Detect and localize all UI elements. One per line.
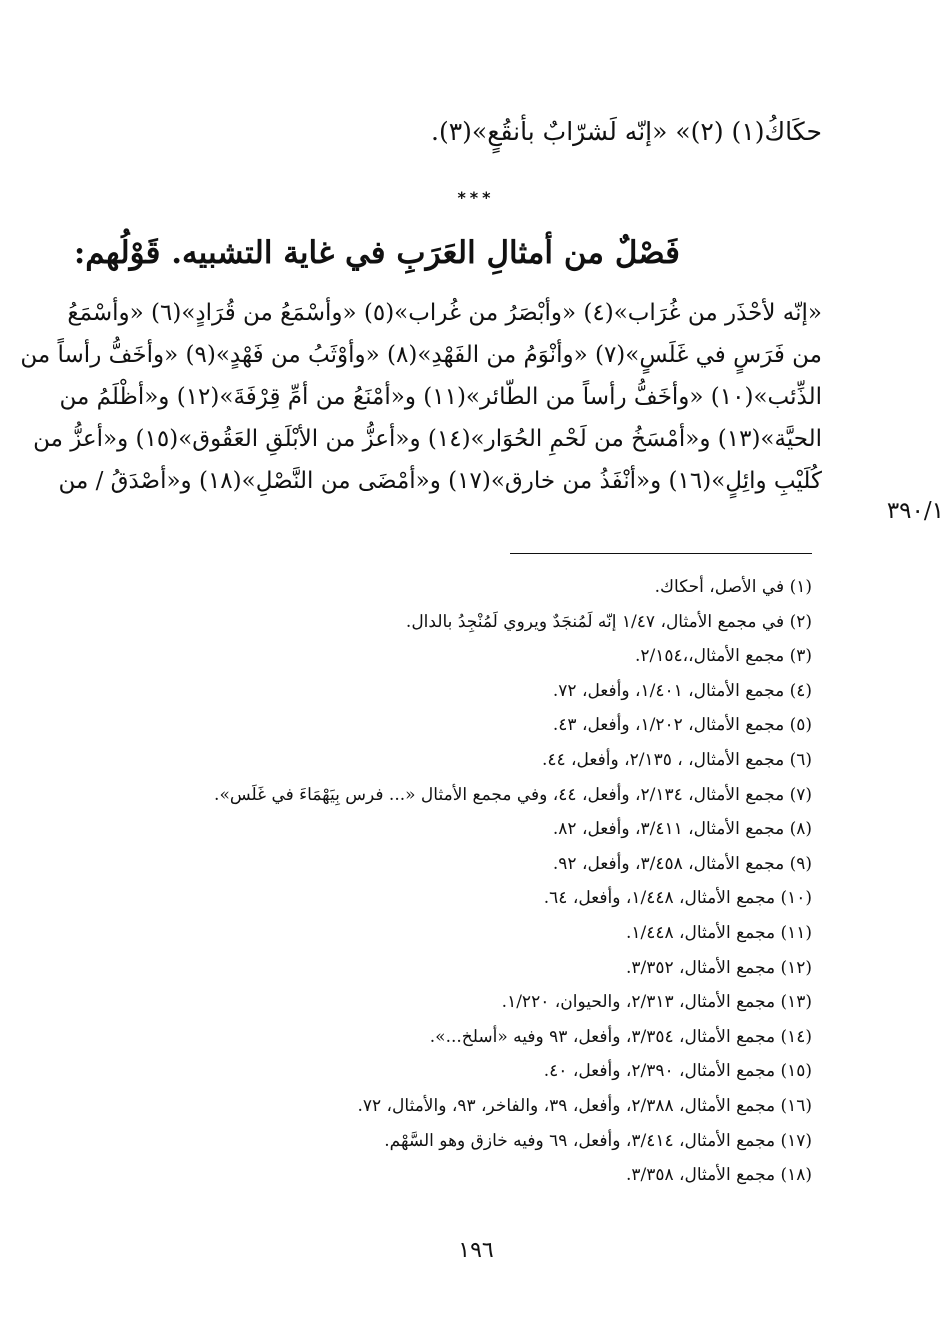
body-line: «إنّه لأحْذَر من غُرَاب»(٤) «وأبْصَرُ من غُراب»(٥) «وأسْمَعُ من قُرَادٍ»(٦) «وأسْمَعُ bbox=[67, 300, 822, 326]
footnote-item: (٦) مجمع الأمثال، ، ٢/١٣٥، وأفعل، ٤٤. bbox=[541, 749, 812, 770]
footnote-item: (١٣) مجمع الأمثال، ٢/٣١٣، والحيوان، ١/٢٢٠. bbox=[501, 992, 812, 1013]
body-paragraph bbox=[20, 292, 822, 502]
footnote-item: (١) في الأصل، أحكاك. bbox=[654, 577, 812, 597]
section-heading: فَصْلٌ من أمثالِ العَرَبِ في غاية التشبيه. قَوْلُهم: bbox=[73, 235, 680, 271]
body-line: كُلَيْبِ وائِلٍ»(١٦) و«أنْفَذُ من خارق»(١٧) و«أمْضَى من النَّصْلِ»(١٨) و«أصْدَقُ / من bbox=[58, 468, 822, 494]
footnote-item: (٢) في مجمع الأمثال، ١/٤٧ إنّه لَمُنجَدٌ ويروي لَمُنْجِدُ بالدال. bbox=[405, 611, 812, 632]
body-line: من فَرَسٍ في غَلَسٍ»(٧) «وأنْوَمُ من الفَهْدِ»(٨) «وأوْثَبُ من فَهْدٍ»(٩) «وأخَفُّ رأساً من bbox=[20, 342, 822, 368]
footnote-item: (٣) مجمع الأمثال،،٢/١٥٤. bbox=[634, 646, 812, 667]
footnote-item: (١٠) مجمع الأمثال، ١/٤٤٨، وأفعل، ٦٤. bbox=[543, 888, 812, 909]
footnote-divider bbox=[510, 553, 812, 554]
continued-text-line: حكَاكُ(١) (٢)» «إنّه لَشرّابٌ بأنقُعٍ»(٣). bbox=[431, 117, 822, 146]
body-line: الذِّئب»(١٠) «وأخَفُّ رأساً من الطّائر»(١١) و«أمْنَعُ من أمِّ قِرْفَةَ»(١٢) و«أظْلَمُ من bbox=[59, 384, 822, 410]
footnote-item: (٩) مجمع الأمثال، ٣/٤٥٨، وأفعل، ٩٢. bbox=[552, 853, 812, 874]
page-number: ١٩٦ bbox=[458, 1238, 494, 1263]
footnote-item: (٨) مجمع الأمثال، ٣/٤١١، وأفعل، ٨٢. bbox=[552, 819, 812, 840]
body-line: الحيَّة»(١٣) و«أمْسَخُ من لَحْمِ الحُوَار»(١٤) و«أعزُّ من الأبْلَقِ العَقُوق»(١٥) و«أعزُّ من bbox=[33, 426, 822, 452]
footnote-item: (٤) مجمع الأمثال، ١/٤٠١، وأفعل، ٧٢. bbox=[552, 680, 812, 701]
footnote-item: (١٢) مجمع الأمثال، ٣/٣٥٢. bbox=[625, 957, 812, 978]
footnote-item: (٥) مجمع الأمثال، ١/٢٠٢، وأفعل، ٤٣. bbox=[552, 715, 812, 736]
footnote-item: (١٨) مجمع الأمثال، ٣/٣٥٨. bbox=[625, 1165, 812, 1186]
section-separator: *** bbox=[457, 188, 495, 207]
footnote-item: (٧) مجمع الأمثال، ٢/١٣٤، وأفعل، ٤٤، وفي مجمع الأمثال «... فرس بِيَهْمَاءَ في غَلَس». bbox=[214, 784, 812, 805]
footnote-item: (١٦) مجمع الأمثال، ٢/٣٨٨، وأفعل، ٣٩، والفاخر، ٩٣، والأمثال، ٧٢. bbox=[357, 1095, 812, 1116]
margin-page-reference: ٣٩٠/١ bbox=[886, 498, 944, 524]
footnote-item: (١٤) مجمع الأمثال، ٣/٣٥٤، وأفعل، ٩٣ وفيه «أسلخ...». bbox=[429, 1026, 812, 1047]
footnote-item: (١٧) مجمع الأمثال، ٣/٤١٤، وأفعل، ٦٩ وفيه خازق وهو السَّهْم. bbox=[384, 1130, 812, 1151]
footnotes-list bbox=[160, 570, 812, 1193]
footnote-item: (١١) مجمع الأمثال، ١/٤٤٨. bbox=[625, 922, 812, 943]
footnote-item: (١٥) مجمع الأمثال، ٢/٣٩٠، وأفعل، ٤٠. bbox=[543, 1061, 812, 1082]
